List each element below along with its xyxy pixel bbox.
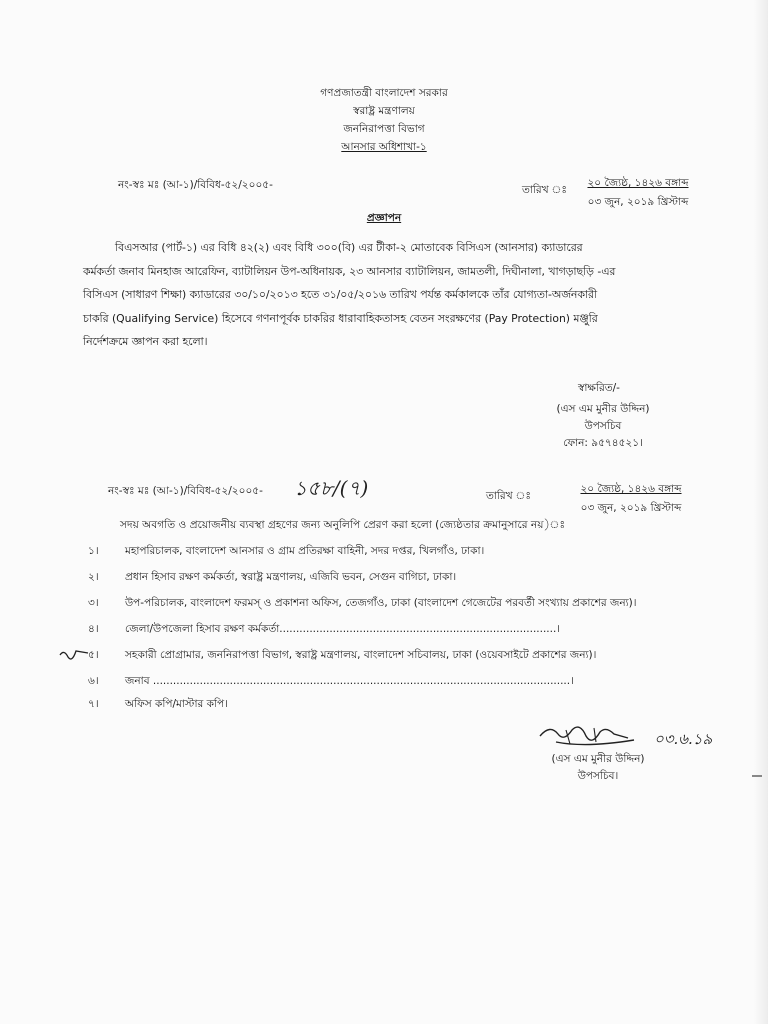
section-name: আনসার অধিশাখা-১ [341, 141, 427, 153]
govt-name: গণপ্রজাতন্ত্রী বাংলাদেশ সরকার [320, 87, 448, 99]
section-name-wrap [234, 140, 534, 154]
body-line: বিএসআর (পার্ট-১) এর বিধি ৪২(২) এবং বিধি ৩০০(বি) এর টীকা-২ মোতাবেক বিসিএস (আনসার) ক্যাডারের [115, 241, 583, 254]
list-number: ৬। [88, 675, 99, 687]
body-line: বিসিএস (সাধারণ শিক্ষা) ক্যাডারের ৩০/১০/২০১৩ হতে ৩১/০৫/২০১৬ তারিখ পর্যন্ত কর্মকালকে তাঁর যোগ্যতা-অর্জনকারী [83, 288, 598, 301]
copy-signatory-name: (এস এম মুনীর উদ্দিন) [551, 753, 645, 765]
signed-note: স্বাক্ষরিত/- [578, 382, 620, 394]
memo-reference: নং-স্বঃ মঃ (আ-১)/বিবিধ-৫২/২০০৫- [118, 179, 273, 191]
handwritten-sign-date: ০৩.৬.১৯ [654, 730, 713, 748]
copy-date-label: তারিখ ঃ [486, 490, 531, 502]
body-line: কর্মকর্তা জনাব মিনহাজ আরেফিন, ব্যাটালিয়ন উপ-অধিনায়ক, ২৩ আনসার ব্যাটালিয়ন, জামতলী, দিঘীনালা, খাগড়াছড়ি -এর [83, 264, 616, 278]
handwritten-tick-mark [58, 645, 90, 667]
distribution-intro: সদয় অবগতি ও প্রয়োজনীয় ব্যবস্থা গ্রহণের জন্য অনুলিপি প্রেরণ করা হলো (জ্যেষ্ঠতার ক্রমানুসারে নয়)ঃ [120, 519, 566, 531]
copy-date-gregorian: ০৩ জুন, ২০১৯ খ্রিস্টাব্দ [580, 502, 682, 514]
signatory-name: (এস এম মুনীর উদ্দিন) [556, 403, 650, 415]
ministry-name: স্বরাষ্ট্র মন্ত্রণালয় [353, 105, 415, 117]
list-text: অফিস কপি/মাস্টার কপি। [125, 698, 228, 710]
list-text: মহাপরিচালক, বাংলাদেশ আনসার ও গ্রাম প্রতিরক্ষা বাহিনী, সদর দপ্তর, খিলগাঁও, ঢাকা। [125, 545, 485, 557]
page-edge-mark [752, 775, 762, 777]
list-number: ৭। [88, 698, 99, 710]
copy-signature-block [528, 751, 668, 785]
list-number: ৫। [88, 649, 99, 661]
copy-memo-reference: নং-স্বঃ মঃ (আ-১)/বিবিধ-৫২/২০০৫- [108, 485, 263, 497]
notification-body [83, 236, 683, 354]
handwritten-memo-number: ১৫৮/(৭) [294, 476, 369, 500]
copy-signatory-designation: উপসচিব। [577, 770, 619, 782]
list-text: উপ-পরিচালক, বাংলাদেশ ফরমস্ ও প্রকাশনা অফিস, তেজগাঁও, ঢাকা (বাংলাদেশ গেজেটের পরবর্তী সংখ্যায় প্রকাশের জন্য)। [125, 597, 637, 609]
date-bangla-text: ২০ জ্যৈষ্ঠ, ১৪২৬ বঙ্গাব্দ [587, 177, 689, 189]
list-text: জনাব .............................................................................................................................। [125, 675, 574, 687]
signature-block [538, 380, 668, 452]
date-gregorian: ০৩ জুন, ২০১৯ খ্রিস্টাব্দ [587, 196, 689, 208]
signatory-phone: ফোন: ৯৫৭৪৫২১। [563, 437, 643, 449]
date-bangla [568, 176, 708, 190]
division-name: জননিরাপত্তা বিভাগ [343, 123, 425, 135]
copy-date-bangla [556, 482, 706, 496]
notification-title-wrap [334, 211, 434, 225]
list-text: জেলা/উপজেলা হিসাব রক্ষণ কর্মকর্তা...................................................................................। [125, 623, 561, 635]
list-number: ৩। [88, 597, 99, 609]
list-text: প্রধান হিসাব রক্ষণ কর্মকর্তা, স্বরাষ্ট্র মন্ত্রণালয়, এজিবি ভবন, সেগুন বাগিচা, ঢাকা। [125, 571, 457, 583]
body-line: চাকরি (Qualifying Service) হিসেবে গণনাপূর্বক চাকরির ধারাবাহিকতাসহ বেতন সংরক্ষণের (Pay Protection) মঞ্জুরি [83, 311, 598, 325]
copy-date-bangla-text: ২০ জ্যৈষ্ঠ, ১৪২৬ বঙ্গাব্দ [580, 483, 682, 495]
date-label: তারিখ ঃ [522, 184, 567, 196]
list-number: ২। [88, 571, 99, 583]
notification-title: প্রজ্ঞাপন [366, 212, 402, 224]
list-number: ৪। [88, 623, 99, 635]
list-text: সহকারী প্রোগ্রামার, জননিরাপত্তা বিভাগ, স্বরাষ্ট্র মন্ত্রণালয়, বাংলাদেশ সচিবালয়, ঢাকা (ওয়েবসাইটে প্রকাশের জন্য)। [125, 649, 597, 661]
signatory-designation: উপসচিব [584, 420, 622, 432]
list-number: ১। [88, 545, 99, 557]
body-line: নির্দেশক্রমে জ্ঞাপন করা হলো। [83, 335, 208, 348]
page-edge [754, 0, 768, 1024]
